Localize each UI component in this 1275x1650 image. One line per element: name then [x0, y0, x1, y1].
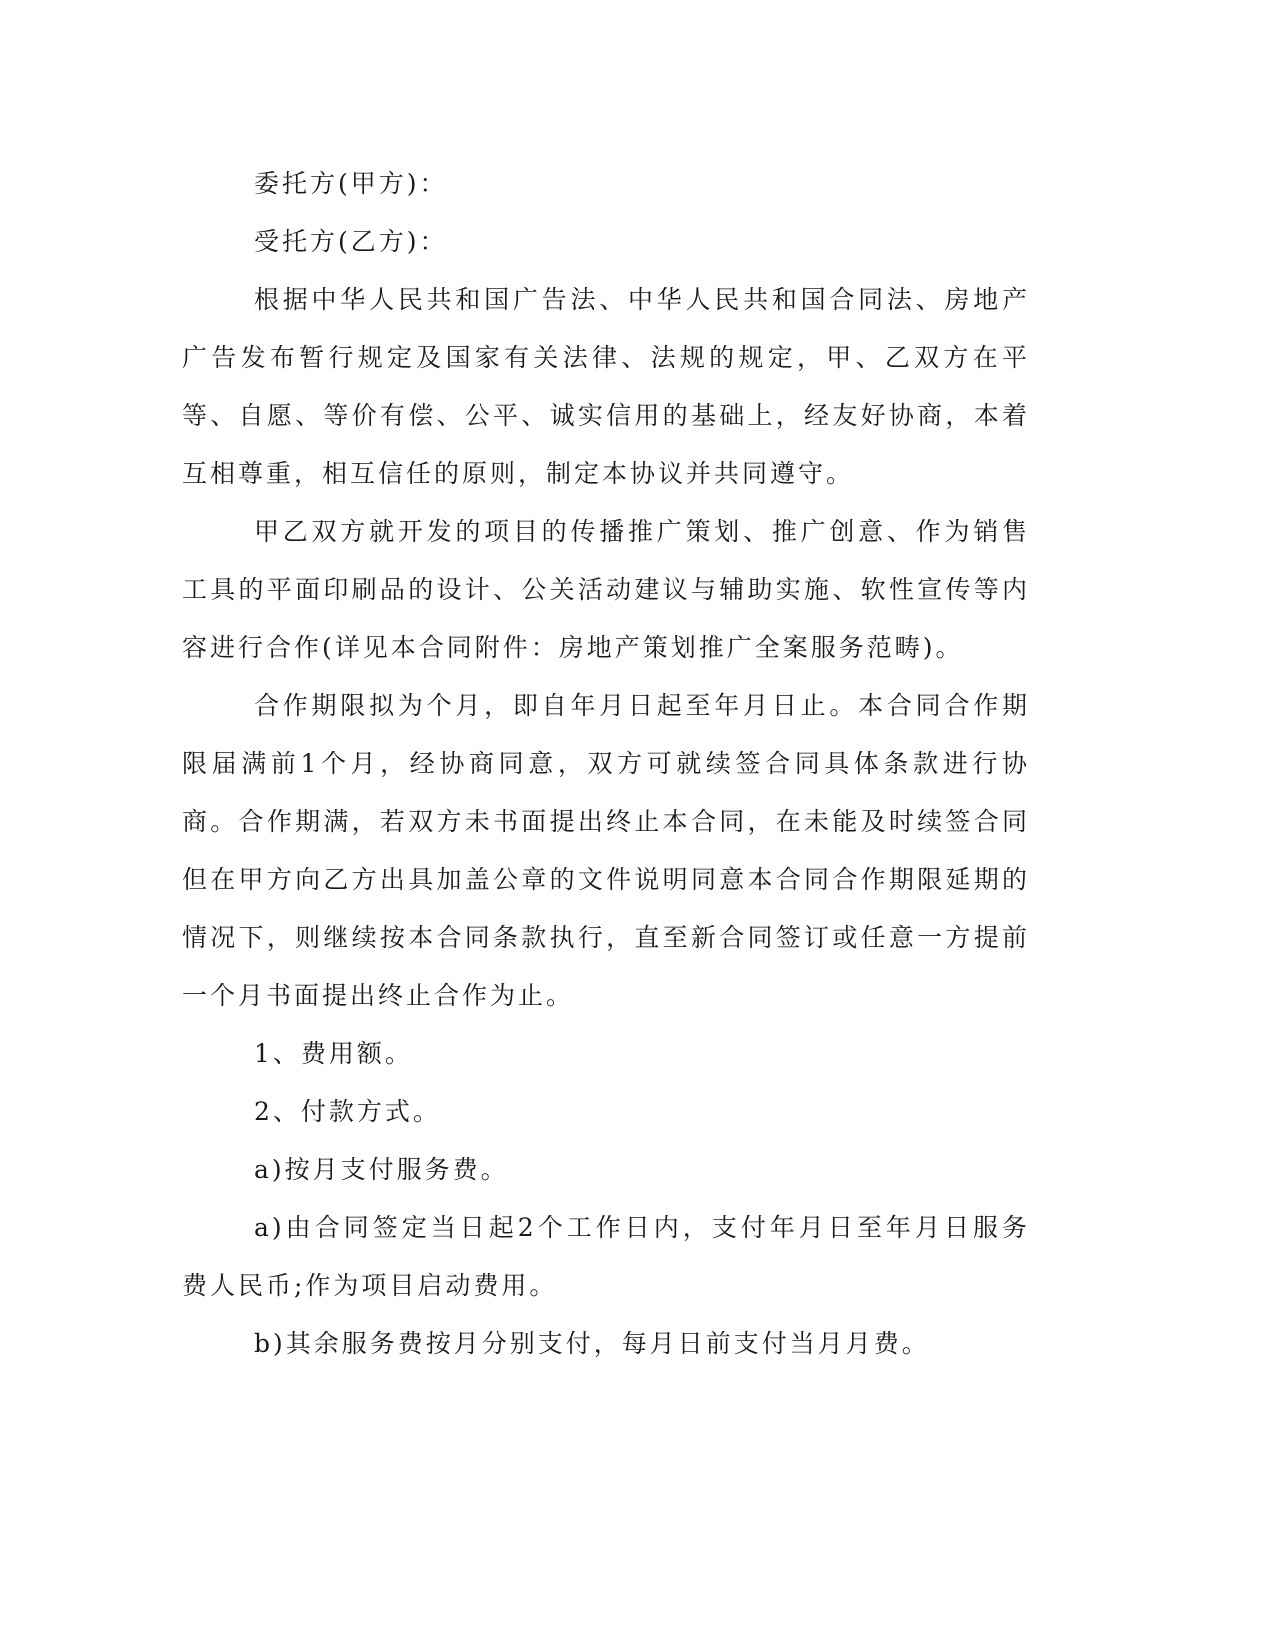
paragraph-cooperation-scope: 甲乙双方就开发的项目的传播推广策划、推广创意、作为销售工具的平面印刷品的设计、公关活动建议与辅助实施、软性宣传等内容进行合作(详见本合同附件：房地产策划推广全案服务范畴)。: [182, 517, 1030, 662]
paragraph-remaining-fee: b)其余服务费按月分别支付，每月日前支付当月月费。: [254, 1329, 930, 1358]
paragraph-payment-method: 2、付款方式。: [254, 1097, 441, 1126]
paragraph-cooperation-term: 合作期限拟为个月，即自年月日起至年月日止。本合同合作期限届满前1个月，经协商同意，双方可就续签合同具体条款进行协商。合作期满，若双方未书面提出终止本合同，在未能及时续签合同但在甲方向乙方出具加盖公章的文件说明同意本合同合作期限延期的情况下，则继续按本合同条款执行，直至新合同签订或任意一方提前一个月书面提出终止合作为止。: [182, 691, 1030, 1010]
paragraph-monthly-fee: a)按月支付服务费。: [254, 1155, 509, 1184]
paragraph-startup-fee: a)由合同签定当日起2个工作日内，支付年月日至年月日服务费人民币;作为项目启动费用。: [182, 1213, 1030, 1300]
paragraph-agent: 受托方(乙方)：: [254, 227, 448, 256]
paragraph-principal: 委托方(甲方)：: [254, 169, 448, 198]
document-page: [182, 155, 1030, 1373]
paragraph-fee-amount: 1、费用额。: [254, 1039, 413, 1068]
paragraph-legal-basis: 根据中华人民共和国广告法、中华人民共和国合同法、房地产广告发布暂行规定及国家有关法律、法规的规定，甲、乙双方在平等、自愿、等价有偿、公平、诚实信用的基础上，经友好协商，本着互相尊重，相互信任的原则，制定本协议并共同遵守。: [182, 285, 1030, 488]
